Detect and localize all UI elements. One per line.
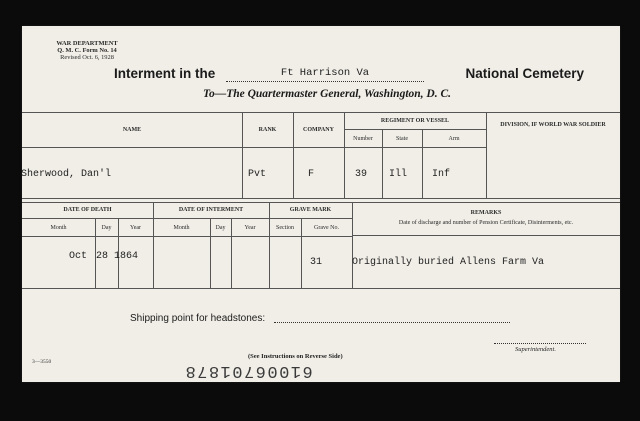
addressee-line: To—The Quartermaster General, Washington, D. C. xyxy=(202,88,452,100)
grave-no-header: Grave No. xyxy=(314,225,339,231)
section-header: Section xyxy=(276,225,294,231)
regiment-header: REGIMENT OR VESSEL xyxy=(380,118,450,124)
rule xyxy=(293,112,294,198)
rule xyxy=(22,198,620,199)
cemetery-place: Ft Harrison Va xyxy=(226,67,424,82)
shipping-point-line xyxy=(274,322,510,323)
superintendent-label: Superintendent. xyxy=(515,346,556,353)
instructions-note: (See Instructions on Reverse Side) xyxy=(248,353,343,360)
remarks-header: REMARKS xyxy=(470,210,502,216)
company-value: F xyxy=(308,169,315,180)
rule xyxy=(22,112,620,113)
division-header: DIVISION, IF WORLD WAR SOLDIER xyxy=(500,122,606,128)
title-suffix: National Cemetery xyxy=(465,66,584,81)
arm-value: Inf xyxy=(432,169,451,180)
death-month-header: Month xyxy=(50,225,67,231)
remarks-value: Originally buried Allens Farm Va xyxy=(352,257,545,268)
rule xyxy=(486,112,487,198)
state-header: State xyxy=(396,136,408,142)
rule xyxy=(22,236,352,237)
death-day-value: 28 xyxy=(96,251,109,262)
rule xyxy=(22,218,352,219)
grave-no-value: 31 xyxy=(310,257,323,268)
death-month-value: Oct xyxy=(69,251,88,262)
serial-number-stamp: 61006701878 xyxy=(184,361,313,380)
signature-line xyxy=(494,343,586,344)
shipping-point-label: Shipping point for headstones: xyxy=(130,313,266,324)
number-header: Number xyxy=(353,136,373,142)
company-header: COMPANY xyxy=(303,127,334,133)
rule xyxy=(242,112,243,198)
interment-year-header: Year xyxy=(244,225,256,231)
grave-mark-header: GRAVE MARK xyxy=(289,207,332,213)
rule xyxy=(153,202,154,288)
rule xyxy=(22,202,620,203)
form-number: Q. M. C. Form No. 14 xyxy=(57,47,117,55)
rule xyxy=(22,147,486,148)
rank-value: Pvt xyxy=(248,169,267,180)
interment-month-header: Month xyxy=(173,225,190,231)
form-header xyxy=(41,40,133,62)
rank-header: RANK xyxy=(258,127,277,133)
rule xyxy=(344,129,486,130)
rule xyxy=(22,288,620,289)
rule xyxy=(269,202,270,288)
interment-card xyxy=(22,26,620,382)
title-row xyxy=(114,66,584,84)
death-year-value: 1864 xyxy=(114,251,139,262)
death-year-header: Year xyxy=(129,225,142,231)
interment-day-header: Day xyxy=(215,225,226,231)
title-prefix: Interment in the xyxy=(114,66,216,81)
date-of-interment-header: DATE OF INTERMENT xyxy=(178,207,244,213)
revision-date: Revised Oct. 6, 1928 xyxy=(60,54,114,62)
name-header: NAME xyxy=(122,127,142,133)
state-value: Ill xyxy=(389,169,408,180)
remarks-subheader: Date of discharge and number of Pension Certificate, Disinterments, etc. xyxy=(398,220,574,226)
arm-header: Arm xyxy=(448,136,460,142)
death-day-header: Day xyxy=(101,225,112,231)
date-of-death-header: DATE OF DEATH xyxy=(63,207,112,213)
form-code: 3—3550 xyxy=(32,359,52,365)
regiment-number-value: 39 xyxy=(355,169,368,180)
name-value: Sherwood, Dan'l xyxy=(21,169,112,180)
rule xyxy=(352,235,620,236)
department-label: WAR DEPARTMENT xyxy=(56,40,118,47)
